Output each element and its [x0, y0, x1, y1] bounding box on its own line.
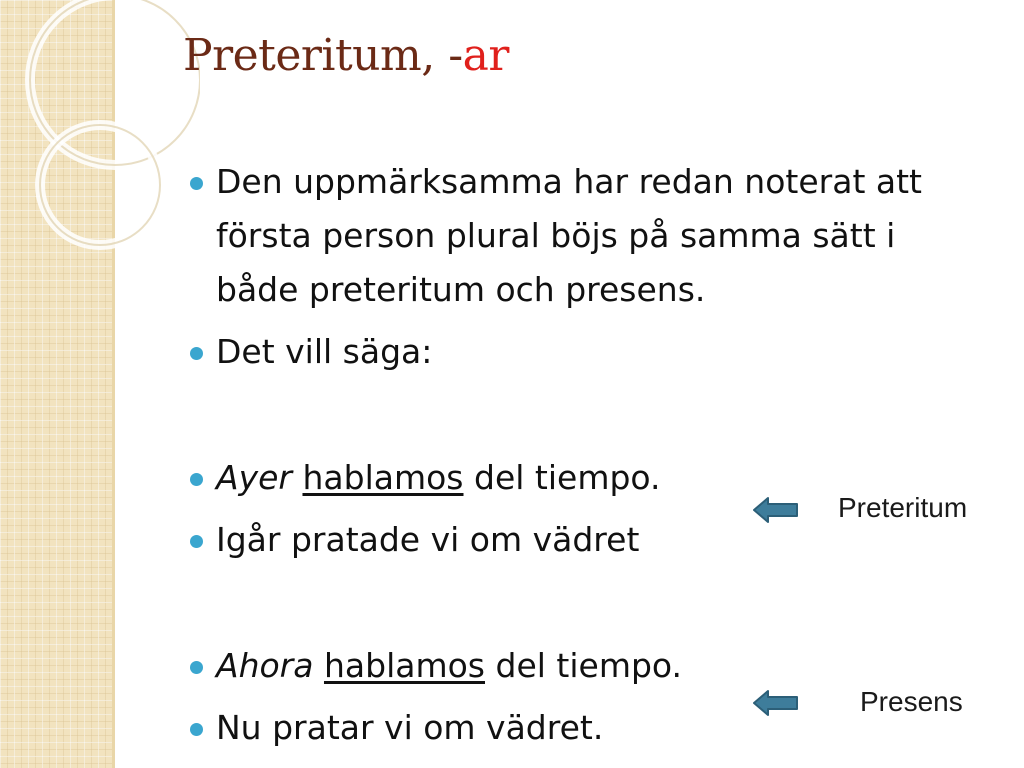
- bullet-text: Det vill säga:: [216, 332, 433, 371]
- list-item: [188, 639, 948, 693]
- left-arrow-icon: [752, 688, 800, 718]
- bullet-text: [216, 639, 948, 693]
- bullet-text: Den uppmärksamma har redan noterat att första person plural böjs på samma sätt i både preteritum och presens.: [216, 162, 922, 309]
- bullet-text: Igår pratade vi om vädret: [216, 520, 640, 559]
- title-main: Preteritum, -: [183, 30, 463, 81]
- list-item: [188, 325, 948, 379]
- list-item: [188, 451, 948, 505]
- title-accent: ar: [462, 30, 509, 81]
- bullet-rest-text: del tiempo.: [474, 458, 661, 497]
- bullet-dot-icon: [190, 661, 203, 674]
- bullet-dot-icon: [190, 535, 203, 548]
- list-item: [188, 701, 948, 755]
- label-presens: Presens: [860, 686, 963, 717]
- bullet-dot-icon: [190, 347, 203, 360]
- label-preteritum: Preteritum: [838, 492, 968, 523]
- bullet-dot-icon: [190, 473, 203, 486]
- list-item: [188, 155, 948, 317]
- bullet-underlined-word: hablamos: [302, 458, 464, 497]
- page-title: [183, 30, 509, 81]
- bullet-dot-icon: [190, 177, 203, 190]
- decorative-rings-icon: [0, 0, 200, 300]
- left-arrow-icon: [752, 495, 800, 525]
- bullet-underlined-word: hablamos: [323, 646, 485, 685]
- bullet-italic-word: Ayer: [216, 458, 292, 497]
- bullet-rest-text: del tiempo.: [495, 646, 683, 685]
- bullet-text: Nu pratar vi om vädret.: [216, 708, 604, 747]
- bullet-italic-word: Ahora: [216, 646, 314, 685]
- list-item: [188, 513, 948, 567]
- bullet-dot-icon: [190, 723, 203, 736]
